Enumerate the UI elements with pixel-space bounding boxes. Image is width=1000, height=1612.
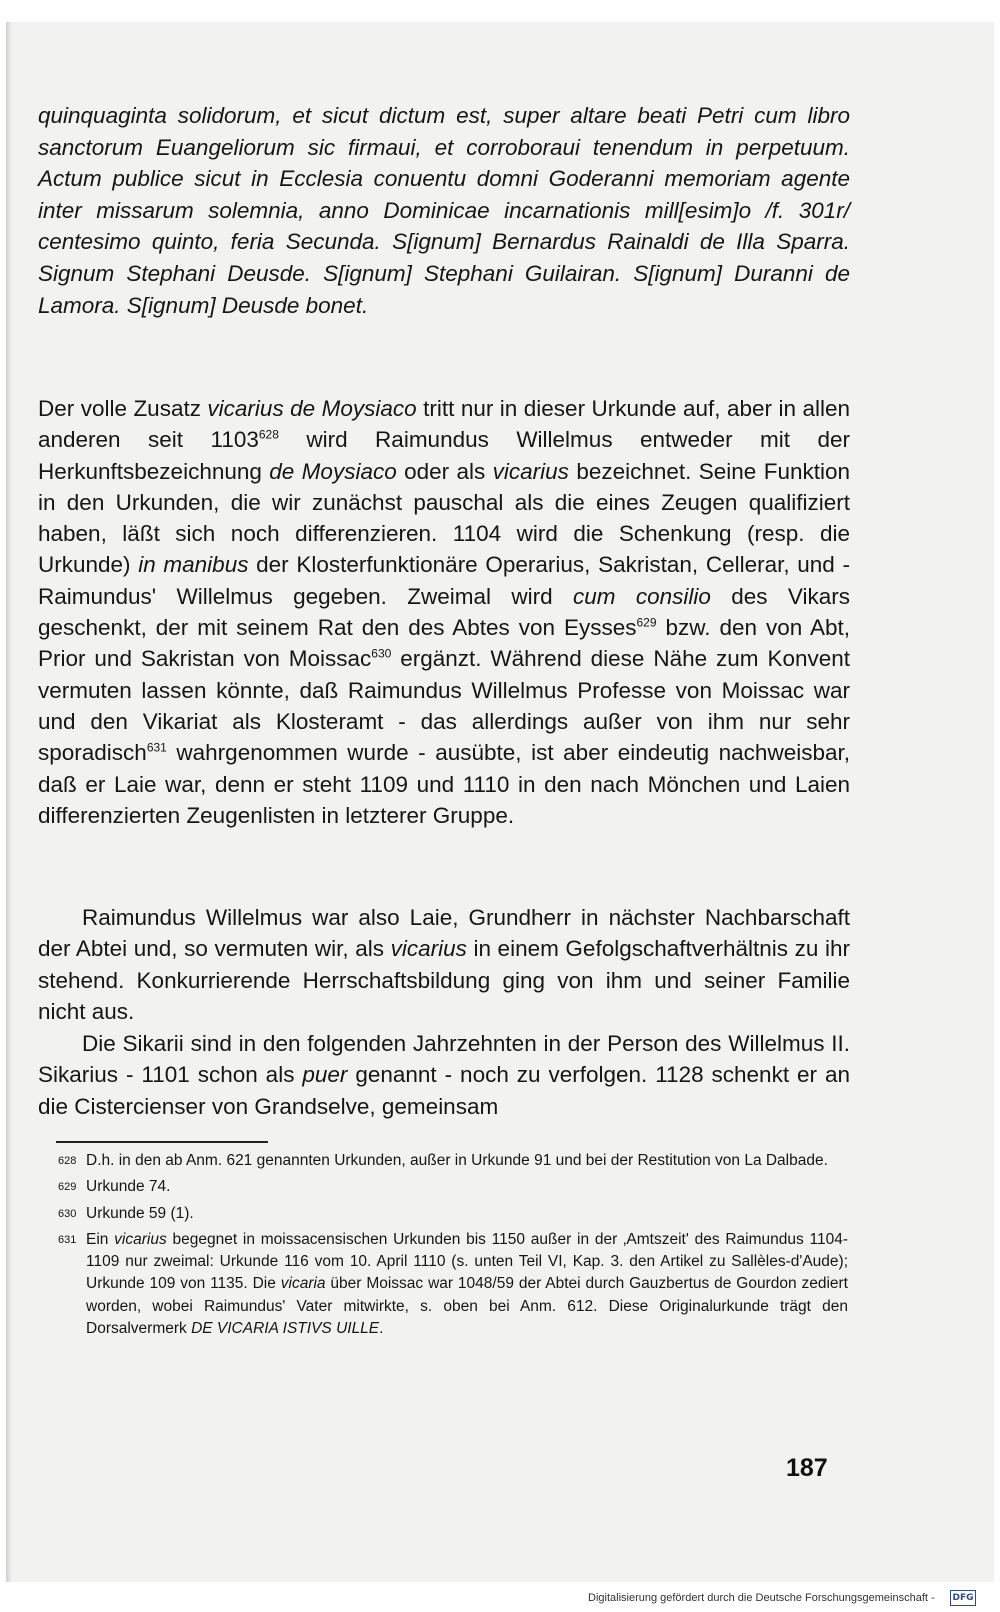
- footnote-separator: [56, 1141, 268, 1143]
- footnote-number: 629: [58, 1181, 77, 1194]
- footnote-631: 631 Ein vicarius begegnet in moissacensischen Urkunden bis 1150 außer in der ‚Amtszeit' des Raimundus 1104-1109 nur zweimal: Urkunde 116 vom 10. April 1110 (s. unten Teil VI, Kap. 3. den Artikel zu Sallèles-d'Aude); Urkunde 109 von 1135. Die vicaria über Moissac war 1048/59 der Abtei durch Gauzbertus de Gourdon zediert worden, wobei Raimundus' Vater mitwirkte, s. oben bei Anm. 612. Diese Originalurkunde trägt den Dorsalvermerk DE VICARIA ISTIVS UILLE.: [58, 1230, 848, 1338]
- footnote-number: 630: [58, 1207, 77, 1220]
- paragraph-1: Der volle Zusatz vicarius de Moysiaco tritt nur in dieser Urkunde auf, aber in allen anderen seit 1103$^{628}$ wird Raimundus Willelmus entweder mit der Herkunftsbezeichnung de Moysiaco oder als vicarius bezeichnet. Seine Funktion in den Urkunden, die wir zunächst pauschal als die eines Zeugen qualifiziert haben, läßt sich noch differenzieren. 1104 wird die Schenkung (resp. die Urkunde) in manibus der Klosterfunktionäre Operarius, Sakristan, Cellerar, und - Raimundus' Willelmus gegeben. Zweimal wird cum consilio des Vikars geschenkt, der mit seinem Rat den des Abtes von Eysses$^{629}$ bzw. den von Abt, Prior und Sakristan von Moissac$^{630}$ ergänzt. Während diese Nähe zum Konvent vermuten lassen könnte, daß Raimundus Willelmus Professe von Moissac war und den Vikariat als Klosteramt - das allerdings außer von ihm nur sehr sporadisch$^{631}$ wahrgenommen wurde - ausübte, ist aber eindeutig nachweisbar, daß er Laie war, denn er steht 1109 und 1110 in den nach Mönchen und Laien differenzierten Zeugenlisten in letzterer Gruppe.: [38, 396, 851, 828]
- footnote-ref-630[interactable]: 630: [371, 646, 392, 661]
- page-number: 187: [786, 1454, 828, 1482]
- footnote-629: 629 Urkunde 74.: [58, 1176, 848, 1198]
- footnote-number: 631: [58, 1233, 77, 1246]
- footnote-number: 628: [58, 1155, 77, 1167]
- scan-edge-shadow: [6, 22, 12, 1582]
- footnote-ref-629[interactable]: 629: [636, 615, 657, 630]
- footnotes: [58, 1150, 848, 1344]
- footnote-628: 628 D.h. in den ab Anm. 621 genannten Urkunden, außer in Urkunde 91 und bei der Restitution von La Dalbade.: [58, 1150, 848, 1172]
- footnote-ref-631[interactable]: 631: [146, 740, 167, 755]
- footnote-ref-628[interactable]: 628: [258, 427, 279, 442]
- paragraph-3: Die Sikarii sind in den folgenden Jahrzehnten in der Person des Willelmus II. Sikarius - 1101 schon als puer genannt - noch zu verfolgen. 1128 schenkt er an die Cistercienser von Grandselve, gemeinsam: [38, 1031, 850, 1119]
- dfg-logo-icon: DFG: [950, 1590, 976, 1606]
- footnote-630: 630 Urkunde 59 (1).: [58, 1203, 848, 1225]
- digitization-credit: Digitalisierung gefördert durch die Deutsche Forschungsgemeinschaft -: [588, 1592, 935, 1604]
- latin-charter-quote: quinquaginta solidorum, et sicut dictum est, super altare beati Petri cum libro sanctorum Euangeliorum sic firmaui, et corroboraui tenendum in perpetuum. Actum publice sicut in Ecclesia conuentu domni Goderanni memoriam agente inter missarum solemnia, anno Dominicae incarnationis mill[esim]o /f. 301r/ centesimo quinto, feria Secunda. S[ignum] Bernardus Rainaldi de Illa Sparra. Signum Stephani Deusde. S[ignum] Stephani Guilairan. S[ignum] Duranni de Lamora. S[ignum] Deusde bonet.: [38, 103, 850, 318]
- paragraph-2: Raimundus Willelmus war also Laie, Grundherr in nächster Nachbarschaft der Abtei und, so vermuten wir, als vicarius in einem Gefolgschaftverhältnis zu ihr stehend. Konkurrierende Herrschaftsbildung ging von ihm und seiner Familie nicht aus.: [38, 905, 850, 1024]
